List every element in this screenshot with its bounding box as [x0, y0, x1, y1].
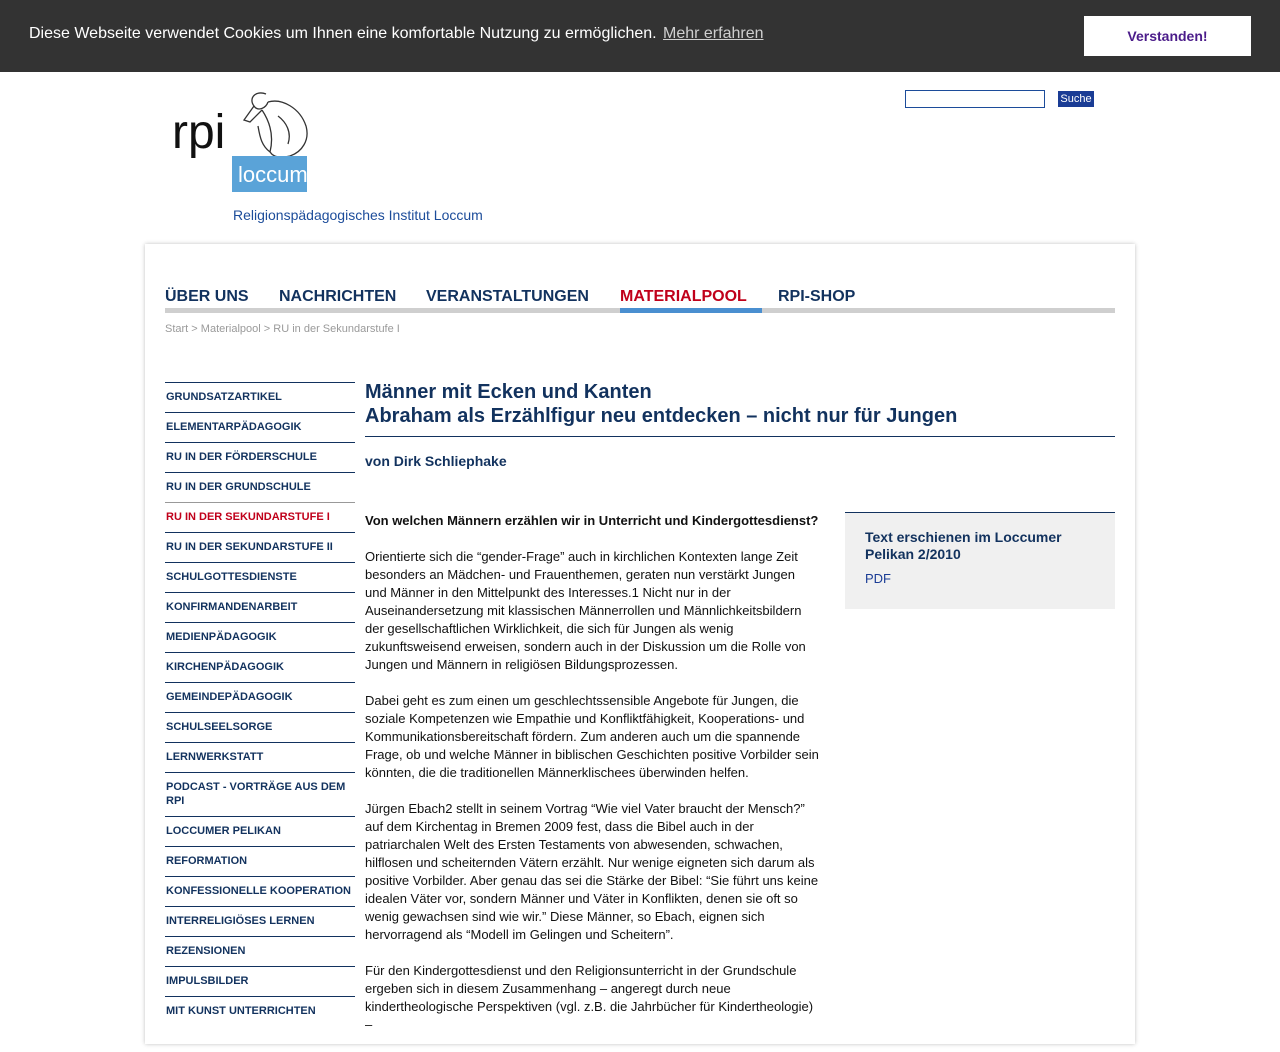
breadcrumb [165, 323, 400, 335]
article [365, 380, 1115, 1032]
nav-item-ueber-uns[interactable]: ÜBER UNS [165, 288, 249, 305]
sidebar-menu [165, 382, 355, 1026]
nav-item-nachrichten[interactable]: NACHRICHTEN [279, 288, 397, 305]
main-nav [165, 288, 1115, 314]
nav-item-rpi-shop[interactable]: RPI-SHOP [778, 288, 856, 305]
breadcrumb-start[interactable]: Start [165, 323, 189, 335]
pdf-download-link[interactable]: PDF [865, 571, 891, 586]
sidebar-item-reformation[interactable]: REFORMATION [165, 846, 355, 876]
sidebar-item-podcast[interactable]: PODCAST - VORTRÄGE AUS DEM RPI [165, 772, 355, 816]
breadcrumb-current: RU in der Sekundarstufe I [273, 323, 400, 335]
sidebar-item-sekundarstufe-1[interactable]: RU IN DER SEKUNDARSTUFE I [165, 502, 355, 532]
article-paragraph: Dabei geht es zum einen um geschlechtssensible Angebote für Jungen, die soziale Kompetenzen wie Empathie und Konfliktfähigkeit, Kooperations- und Kommunikationsbereitschaft fördern. Zum anderen auch um die spannende Frage, ob und welche Männer in biblischen Geschichten positive Vorbilder sein könnten, die die traditionellen Männerklischees überwinden helfen. [365, 693, 819, 780]
article-title [365, 380, 1115, 428]
breadcrumb-separator: > [263, 323, 271, 335]
main-content [145, 244, 1135, 1044]
cookie-banner [0, 0, 1280, 72]
cookie-more-link[interactable]: Mehr erfahren [663, 25, 764, 42]
sidebar-item-medienpaedagogik[interactable]: MEDIENPÄDAGOGIK [165, 622, 355, 652]
sidebar-item-loccumer-pelikan[interactable]: LOCCUMER PELIKAN [165, 816, 355, 846]
sidebar-item-schulseelsorge[interactable]: SCHULSEELSORGE [165, 712, 355, 742]
article-author: von Dirk Schliephake [365, 453, 507, 469]
cookie-accept-button[interactable]: Verstanden! [1084, 16, 1251, 56]
sidebar-item-rezensionen[interactable]: REZENSIONEN [165, 936, 355, 966]
search-button[interactable]: Suche [1058, 91, 1094, 107]
cookie-text: Diese Webseite verwendet Cookies um Ihnen eine komfortable Nutzung zu ermöglichen. [29, 25, 657, 42]
article-title-line-1: Männer mit Ecken und Kanten [365, 381, 652, 403]
sidebar-item-kirchenpaedagogik[interactable]: KIRCHENPÄDAGOGIK [165, 652, 355, 682]
breadcrumb-materialpool[interactable]: Materialpool [200, 323, 261, 335]
title-divider [365, 436, 1115, 437]
article-paragraph: Orientierte sich die “gender-Frage” auch in kirchlichen Kontexten lange Zeit besonders an Mädchen- und Frauenthemen, geraten nun verstärkt Jungen und Männer in den Mittelpunkt des Interesses.1 Nicht nur in der Auseinandersetzung mit klassischen Männerrollen und Männlichkeitsbildern der gesellschaftlichen Wirklichkeit, die sich für Jungen als wenig zukunftsweisend erweisen, sondern auch in der Diskussion um die Rolle von Jungen und Männern in religiösen Bildungsprozessen. [365, 549, 806, 672]
sidebar-item-elementarpaedagogik[interactable]: ELEMENTARPÄDAGOGIK [165, 412, 355, 442]
article-title-line-2: Abraham als Erzählfigur neu entdecken – nicht nur für Jungen [365, 405, 958, 427]
nav-item-veranstaltungen[interactable]: VERANSTALTUNGEN [426, 288, 589, 305]
article-body [365, 512, 820, 1052]
pelican-icon [244, 93, 307, 157]
sidebar-item-impulsbilder[interactable]: IMPULSBILDER [165, 966, 355, 996]
sidebar-item-grundschule[interactable]: RU IN DER GRUNDSCHULE [165, 472, 355, 502]
institute-subtitle: Religionspädagogisches Institut Loccum [233, 207, 483, 223]
sidebar-item-konfirmandenarbeit[interactable]: KONFIRMANDENARBEIT [165, 592, 355, 622]
sidebar-item-sekundarstufe-2[interactable]: RU IN DER SEKUNDARSTUFE II [165, 532, 355, 562]
article-paragraph: Jürgen Ebach2 stellt in seinem Vortrag “Wie viel Vater braucht der Mensch?” auf dem Kirchentag in Bremen 2009 fest, dass die Bibel auch in der patriarchalen Welt des Ersten Testaments von abwesenden, schwachen, hilflosen und scheiternden Vätern erzählt. Nur wenige eigneten sich darum als positive Vorbilder. Aber genau das sei die Stärke der Bibel: “Sie führt uns keine idealen Väter vor, sondern Männer und Väter in Konflikten, denen sie oft so wenig gewachsen sind wie wir.” Diese Männer, so Ebach, eignen sich hervorragend als “Modell im Gelingen und Scheitern”. [365, 801, 819, 942]
rpi-loccum-logo[interactable] [170, 86, 315, 196]
sidebar-item-lernwerkstatt[interactable]: LERNWERKSTATT [165, 742, 355, 772]
nav-item-materialpool[interactable]: MATERIALPOOL [620, 288, 747, 305]
sidebar-item-interreligioeses-lernen[interactable]: INTERRELIGIÖSES LERNEN [165, 906, 355, 936]
sidebar-item-mit-kunst-unterrichten[interactable]: MIT KUNST UNTERRICHTEN [165, 996, 355, 1026]
publication-info-title: Text erschienen im Loccumer Pelikan 2/2010 [865, 529, 1062, 562]
sidebar-item-schulgottesdienste[interactable]: SCHULGOTTESDIENSTE [165, 562, 355, 592]
logo-loccum-text: loccum [238, 162, 308, 187]
sidebar-item-grundsatzartikel[interactable]: GRUNDSATZARTIKEL [165, 382, 355, 412]
nav-active-indicator [620, 308, 762, 313]
search-input[interactable] [905, 90, 1045, 108]
sidebar-item-gemeindepaedagogik[interactable]: GEMEINDEPÄDAGOGIK [165, 682, 355, 712]
breadcrumb-separator: > [191, 323, 198, 335]
logo-rpi-text: rpi [172, 106, 226, 159]
article-paragraph: Für den Kindergottesdienst und den Religionsunterricht in der Grundschule ergeben sich in diesem Zusammenhang – angeregt durch neue kindertheologische Perspektiven (vgl. z.B. die Jahrbücher für Kindertheologie) – [365, 963, 814, 1032]
publication-info-box [845, 512, 1115, 609]
article-lead: Von welchen Männern erzählen wir in Unterricht und Kindergottesdienst? [365, 513, 819, 528]
sidebar-item-konfessionelle-kooperation[interactable]: KONFESSIONELLE KOOPERATION [165, 876, 355, 906]
sidebar-item-foerderschule[interactable]: RU IN DER FÖRDERSCHULE [165, 442, 355, 472]
